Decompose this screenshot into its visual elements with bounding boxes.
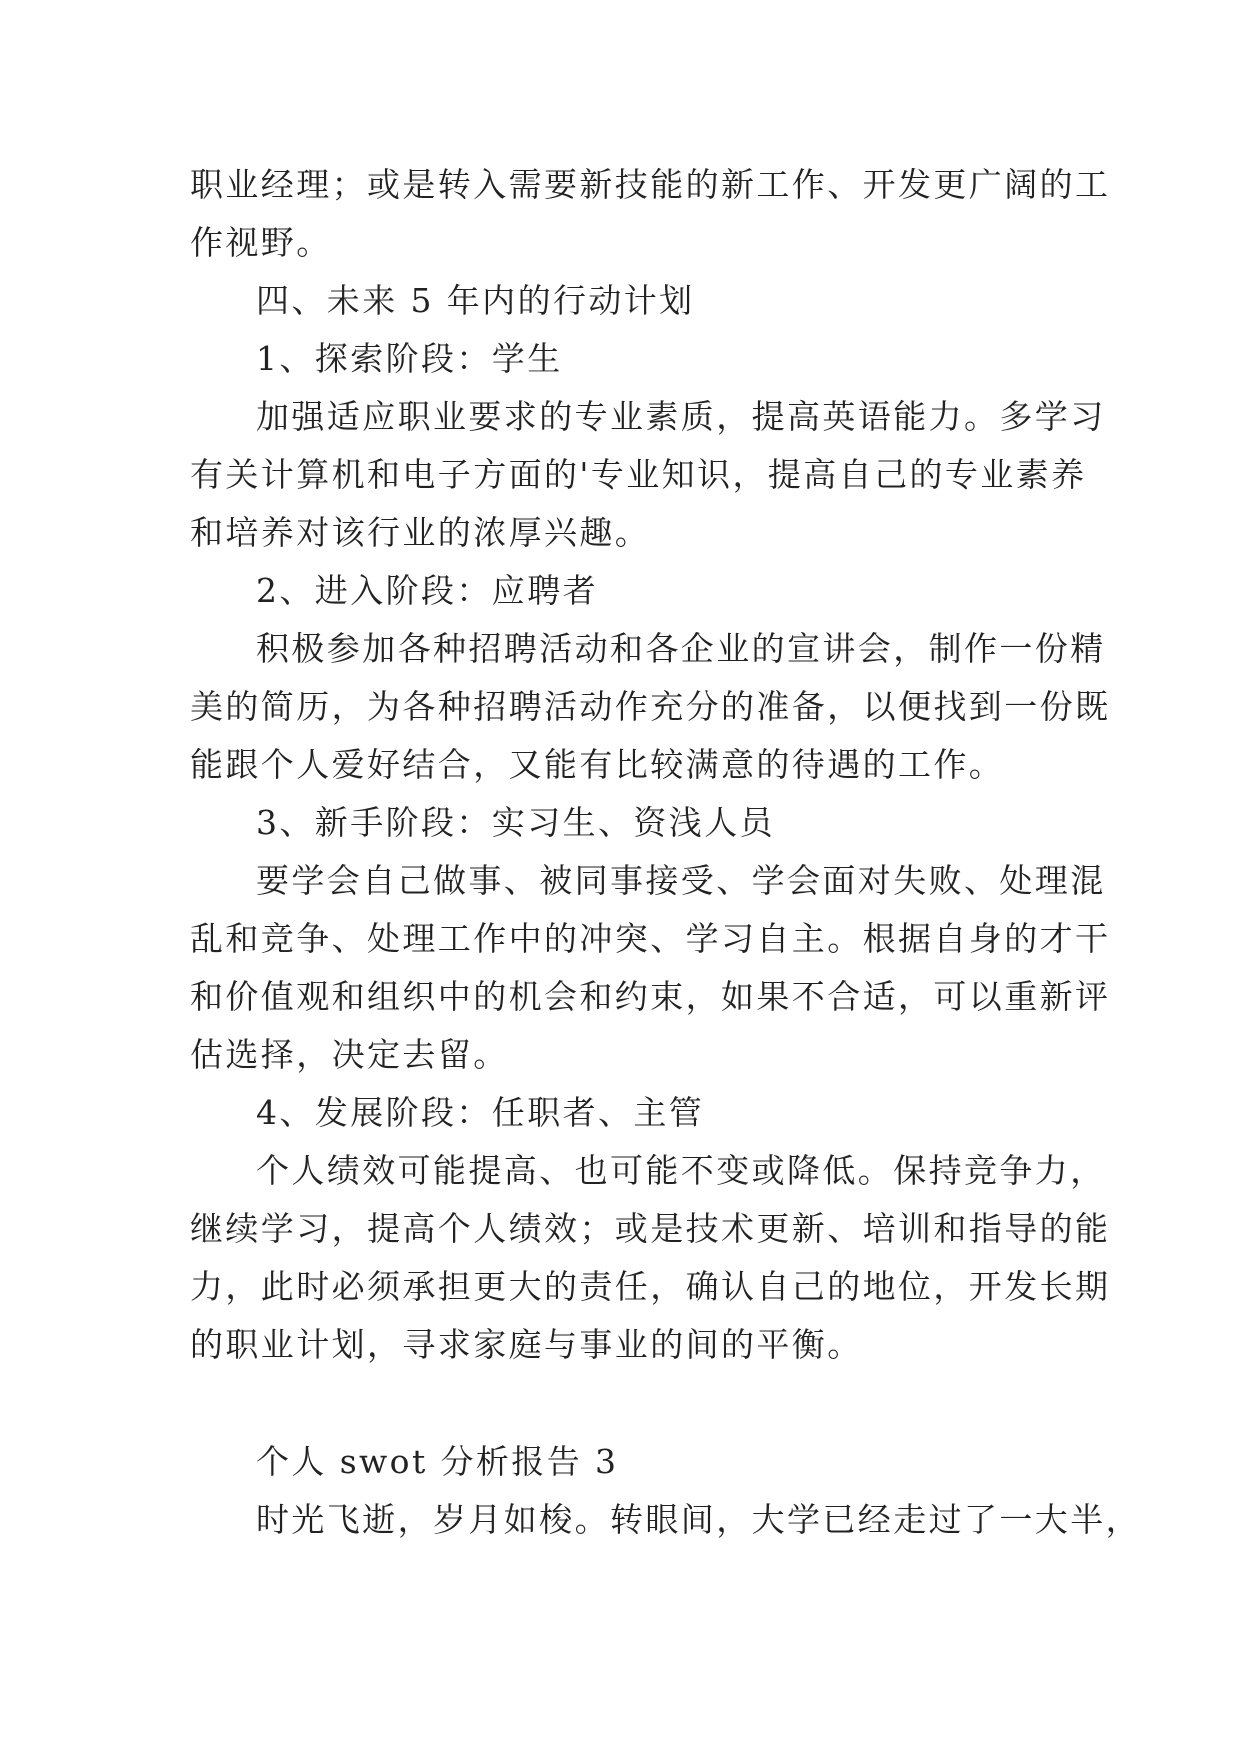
text-line: 有关计算机和电子方面的'专业知识，提高自己的专业素养	[190, 455, 1087, 494]
text-line: 和价值观和组织中的机会和约束，如果不合适，可以重新评	[190, 977, 1111, 1016]
text-line: 的职业计划，寻求家庭与事业的间的平衡。	[190, 1325, 863, 1364]
subsection-heading: 2、进入阶段：应聘者	[256, 571, 598, 610]
text-line: 和培养对该行业的浓厚兴趣。	[190, 513, 651, 552]
text-line: 职业经理；或是转入需要新技能的新工作、开发更广阔的工	[190, 165, 1111, 204]
text-line: 加强适应职业要求的专业素质，提高英语能力。多学习	[256, 397, 1106, 436]
text-line: 乱和竞争、处理工作中的冲突、学习自主。根据自身的才干	[190, 919, 1111, 958]
text-line: 作视野。	[190, 223, 332, 262]
subsection-heading: 4、发展阶段：任职者、主管	[256, 1093, 705, 1132]
text-line: 估选择，决定去留。	[190, 1035, 509, 1074]
text-line: 积极参加各种招聘活动和各企业的宣讲会，制作一份精	[256, 629, 1106, 668]
subsection-heading: 1、探索阶段：学生	[256, 339, 563, 378]
report-title: 个人 swot 分析报告 3	[256, 1442, 619, 1481]
text-line: 个人绩效可能提高、也可能不变或降低。保持竞争力，	[256, 1151, 1106, 1190]
text-line: 继续学习，提高个人绩效；或是技术更新、培训和指导的能	[190, 1209, 1111, 1248]
text-line: 能跟个人爱好结合，又能有比较满意的待遇的工作。	[190, 745, 1005, 784]
text-line: 要学会自己做事、被同事接受、学会面对失败、处理混	[256, 861, 1106, 900]
text-line: 时光飞逝，岁月如梭。转眼间，大学已经走过了一大半，	[256, 1500, 1141, 1539]
text-line: 美的简历，为各种招聘活动作充分的准备，以便找到一份既	[190, 687, 1111, 726]
text-line: 力，此时必须承担更大的责任，确认自己的地位，开发长期	[190, 1267, 1111, 1306]
subsection-heading: 3、新手阶段：实习生、资浅人员	[256, 803, 775, 842]
section-heading: 四、未来 5 年内的行动计划	[256, 281, 695, 320]
